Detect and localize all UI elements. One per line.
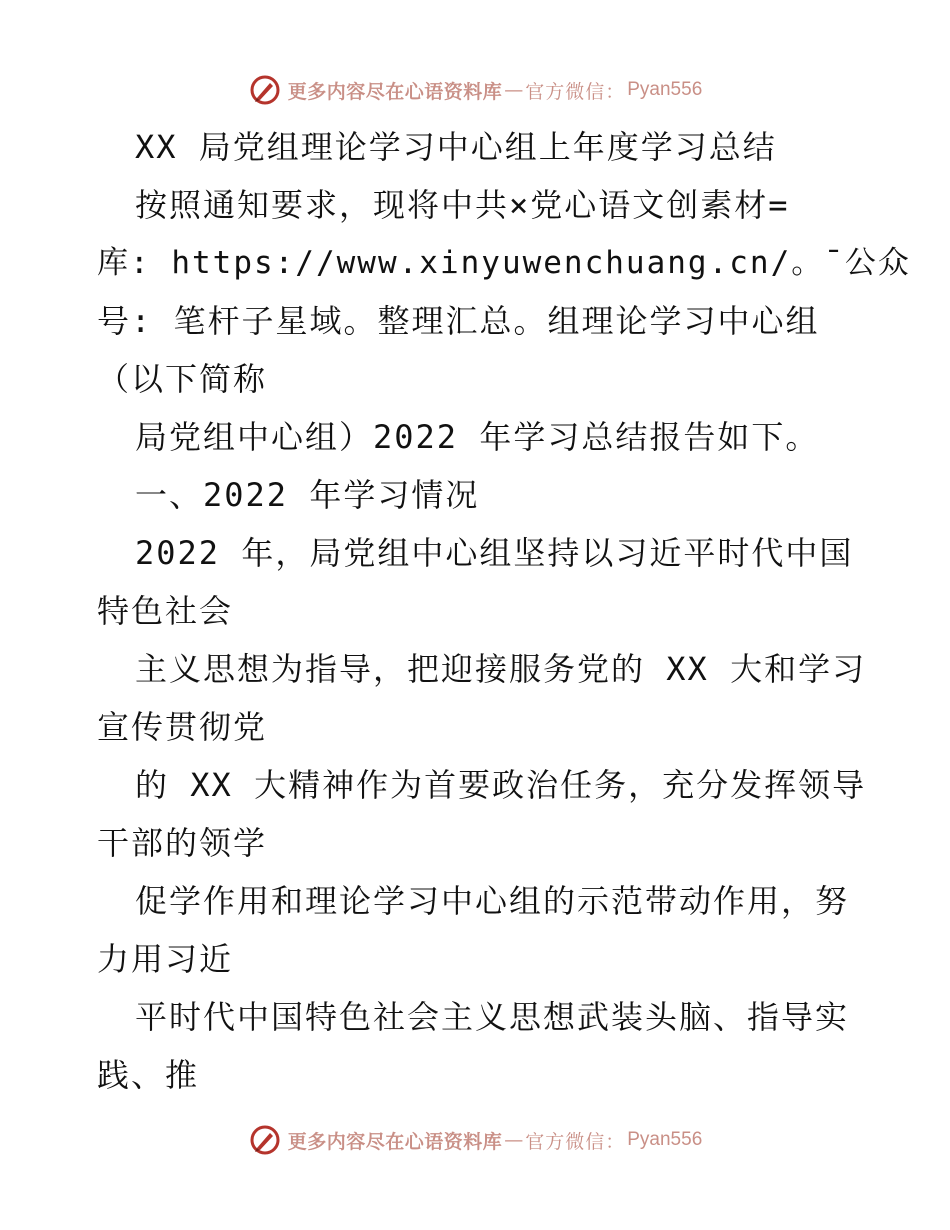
doc-line: 干部的领学 [97,824,268,862]
doc-line: （以下简称 [97,360,268,398]
doc-line: 促学作用和理论学习中心组的示范带动作用，努 [135,882,850,920]
header-watermark [0,70,950,110]
doc-line: 平时代中国特色社会主义思想武装头脑、指导实 [135,998,850,1036]
doc-line: 局党组中心组）2022 年学习总结报告如下。 [135,418,820,456]
doc-line: 力用习近 [97,940,234,978]
footer-watermark [0,1120,950,1160]
pen-logo-icon [248,1123,282,1157]
section-heading: 一、2022 年学习情况 [135,476,480,514]
watermark-title: 更多内容尽在心语资料库 [287,1130,503,1153]
doc-line: 践、推 [97,1056,200,1094]
doc-line: 库: https://www.xinyuwenchuang.cn/。¯公众 [97,245,911,281]
doc-line: 特色社会 [97,592,234,630]
watermark-id: Pyan556 [627,79,703,100]
watermark-id: Pyan556 [627,1129,703,1150]
pen-logo-icon [248,73,282,107]
doc-line: 的 XX 大精神作为首要政治任务，充分发挥领导 [135,766,867,804]
watermark-official: 官方微信： [525,1130,626,1153]
doc-line: 主义思想为指导，把迎接服务党的 XX 大和学习 [135,650,867,688]
watermark-dash: — [504,1129,524,1151]
doc-line: 2022 年，局党组中心组坚持以习近平时代中国 [135,534,854,572]
watermark-official: 官方微信： [525,80,626,103]
watermark-dash: — [504,79,524,101]
watermark-title: 更多内容尽在心语资料库 [287,80,503,103]
doc-line: 按照通知要求，现将中共×党心语文创素材= [135,186,790,224]
doc-title: XX 局党组理论学习中心组上年度学习总结 [135,128,777,166]
doc-line: 号: 笔杆子星域。整理汇总。组理论学习中心组 [97,302,820,340]
doc-line: 宣传贯彻党 [97,708,268,746]
